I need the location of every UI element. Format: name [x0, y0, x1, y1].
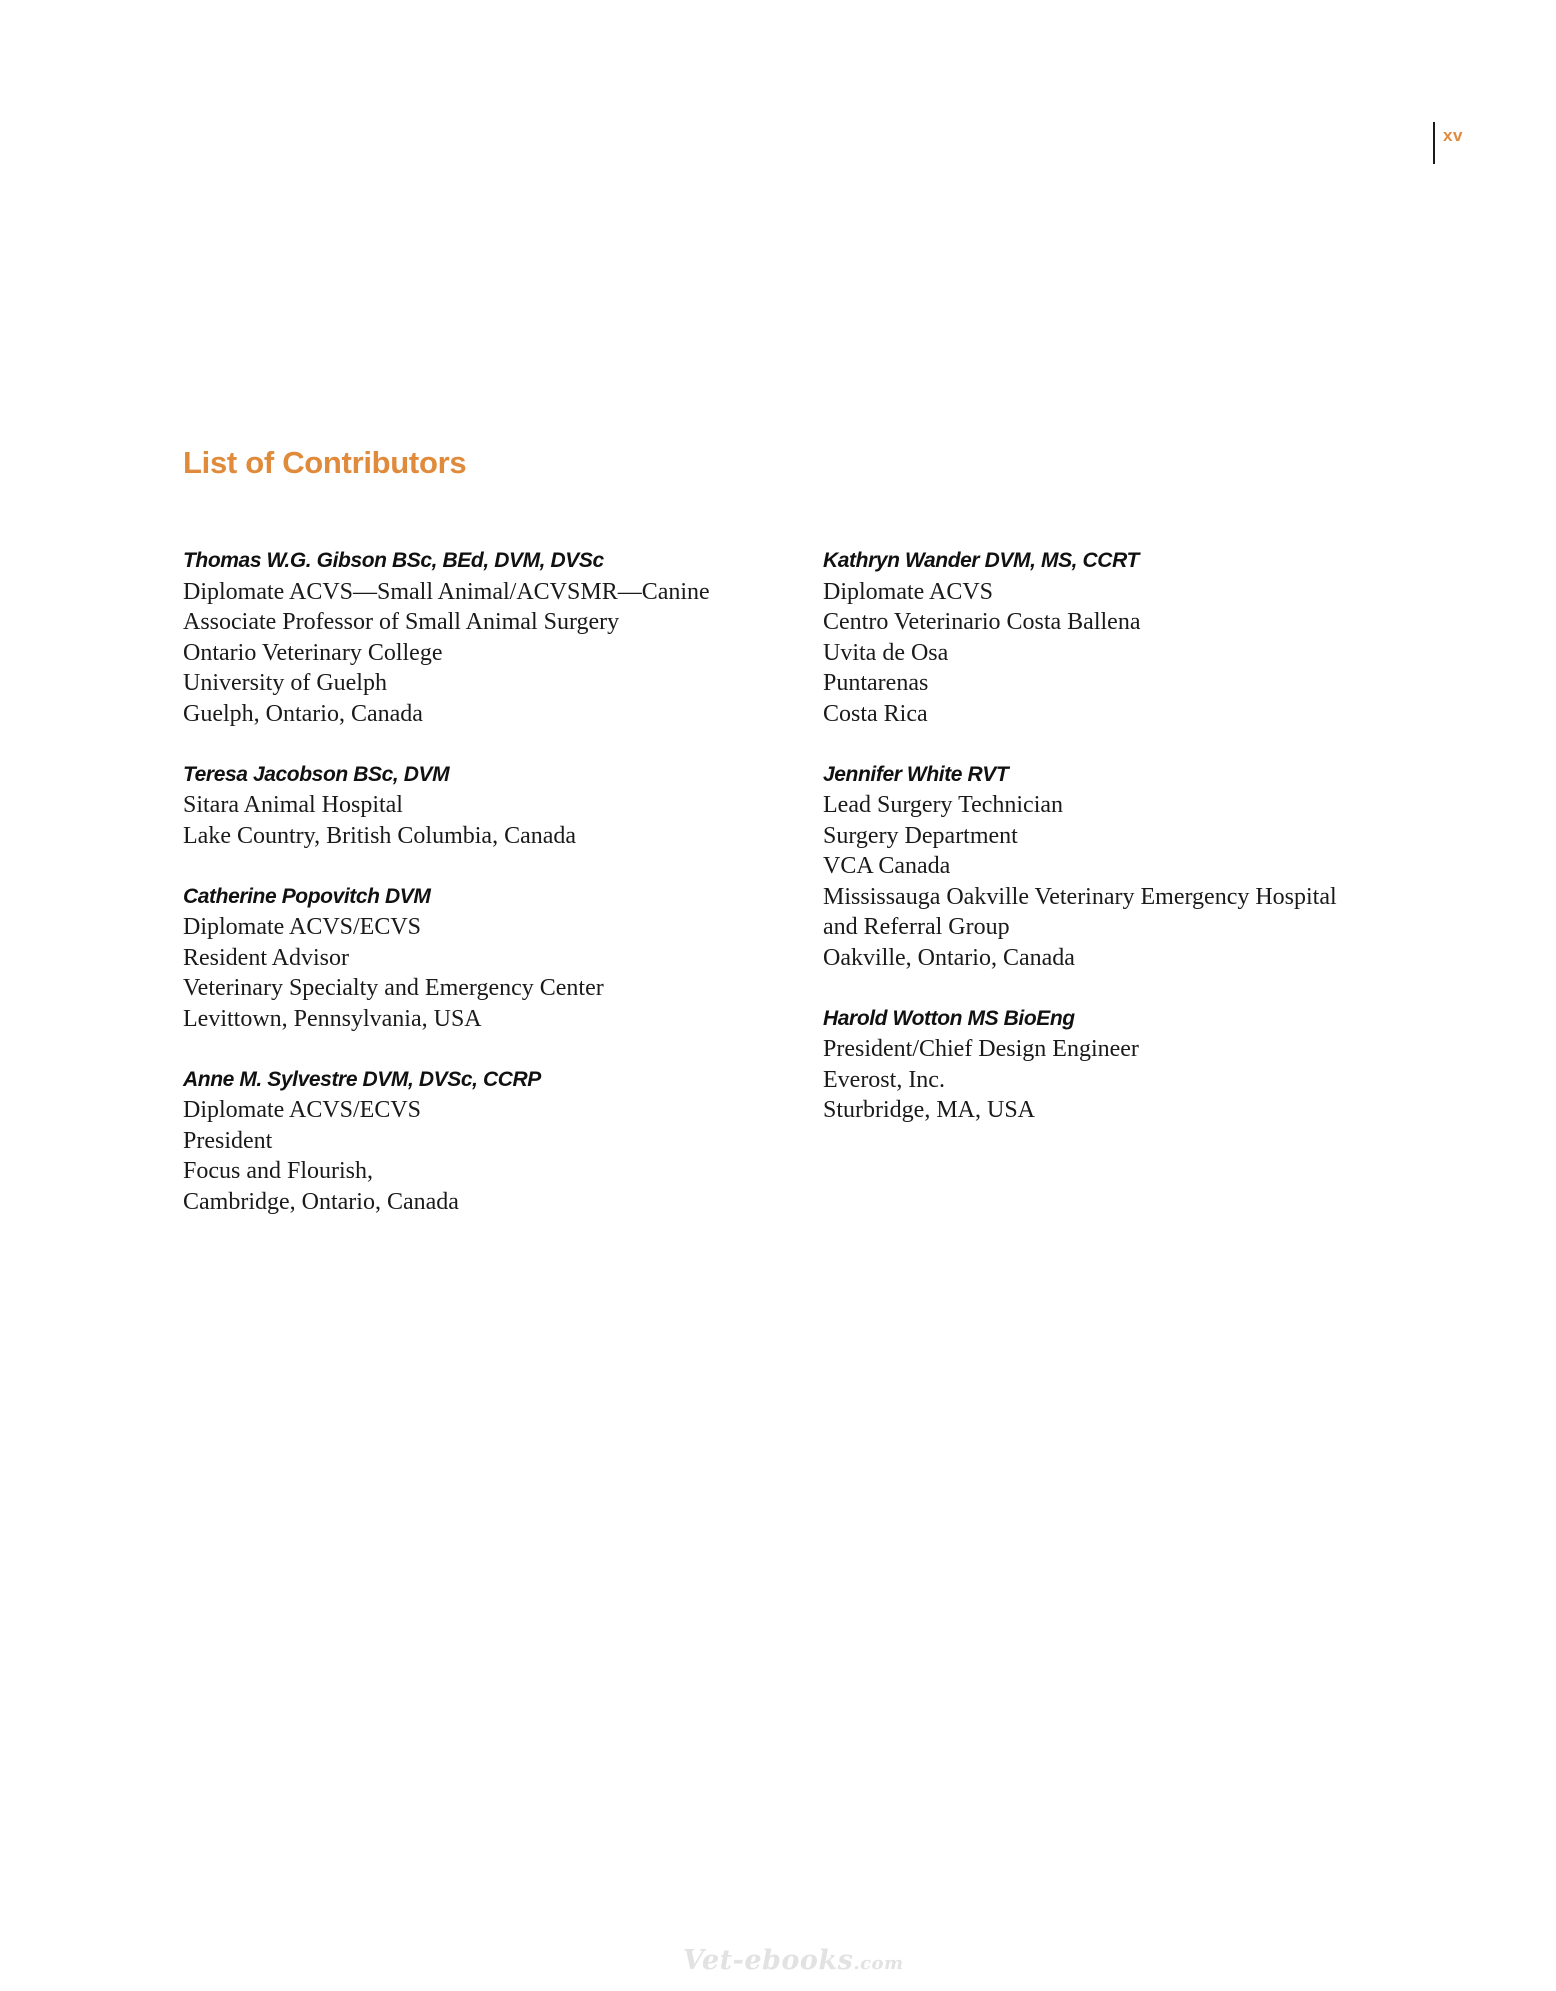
affiliation-line: Costa Rica — [823, 700, 928, 727]
affiliation-line: Veterinary Specialty and Emergency Center — [183, 975, 604, 1001]
affiliation-line: Surgery Department — [823, 822, 1018, 849]
affiliation-line: Ontario Veterinary College — [183, 639, 443, 666]
affiliation-line: Oakville, Ontario, Canada — [823, 944, 1075, 971]
contributor-entry — [183, 1065, 803, 1218]
contributor-entry — [823, 760, 1523, 974]
contributor-name: Jennifer White RVT — [823, 762, 1009, 786]
affiliation-line: Centro Veterinario Costa Ballena — [823, 609, 1141, 635]
contributor-entry — [823, 546, 1523, 729]
affiliation-line: University of Guelph — [183, 670, 387, 696]
contributor-entry — [183, 882, 803, 1035]
contributor-name: Anne M. Sylvestre DVM, DVSc, CCRP — [183, 1067, 541, 1091]
affiliation-line: Lake Country, British Columbia, Canada — [183, 822, 577, 849]
affiliation-line: Uvita de Osa — [823, 639, 949, 666]
contributor-entry — [183, 546, 803, 729]
page-number-rule — [1433, 122, 1435, 164]
contributor-name: Thomas W.G. Gibson BSc, BEd, DVM, DVSc — [183, 549, 604, 572]
affiliation-line: Sturbridge, MA, USA — [823, 1097, 1036, 1123]
contributor-name: Kathryn Wander DVM, MS, CCRT — [823, 549, 1139, 572]
contributor-name: Harold Wotton MS BioEng — [823, 1006, 1075, 1030]
affiliation-line: Levittown, Pennsylvania, USA — [183, 1005, 482, 1032]
contributors-right-column — [823, 546, 1523, 1156]
affiliation-line: Diplomate ACVS/ECVS — [183, 914, 422, 940]
affiliation-line: Diplomate ACVS — [823, 578, 994, 605]
contributor-entry — [183, 760, 803, 852]
affiliation-line: Lead Surgery Technician — [823, 792, 1064, 818]
page-number: xv — [1443, 126, 1463, 145]
contributor-entry — [823, 1004, 1523, 1126]
affiliation-line: Diplomate ACVS—Small Animal/ACVSMR—Canine — [183, 578, 710, 605]
contributors-left-column — [183, 546, 803, 1248]
affiliation-line: Cambridge, Ontario, Canada — [183, 1188, 459, 1215]
watermark-suffix: .com — [853, 1953, 904, 1974]
affiliation-line: VCA Canada — [823, 853, 951, 879]
affiliation-line: Focus and Flourish, — [183, 1158, 374, 1184]
page-title: List of Contributors — [183, 445, 467, 480]
contributor-name: Teresa Jacobson BSc, DVM — [183, 762, 450, 786]
affiliation-line: and Referral Group — [823, 914, 1010, 940]
affiliation-line: Sitara Animal Hospital — [183, 792, 403, 818]
affiliation-line: Diplomate ACVS/ECVS — [183, 1097, 422, 1123]
watermark-text: Vet-ebooks — [683, 1945, 854, 1976]
affiliation-line: President/Chief Design Engineer — [823, 1036, 1139, 1062]
affiliation-line: Guelph, Ontario, Canada — [183, 700, 423, 727]
contributor-name: Catherine Popovitch DVM — [183, 884, 431, 908]
watermark-logo — [683, 1945, 904, 1976]
affiliation-line: Puntarenas — [823, 670, 929, 696]
affiliation-line: Mississauga Oakville Veterinary Emergency Hospital — [823, 883, 1337, 910]
affiliation-line: President — [183, 1127, 273, 1154]
affiliation-line: Everost, Inc. — [823, 1066, 945, 1093]
affiliation-line: Associate Professor of Small Animal Surgery — [183, 609, 620, 635]
affiliation-line: Resident Advisor — [183, 944, 349, 971]
